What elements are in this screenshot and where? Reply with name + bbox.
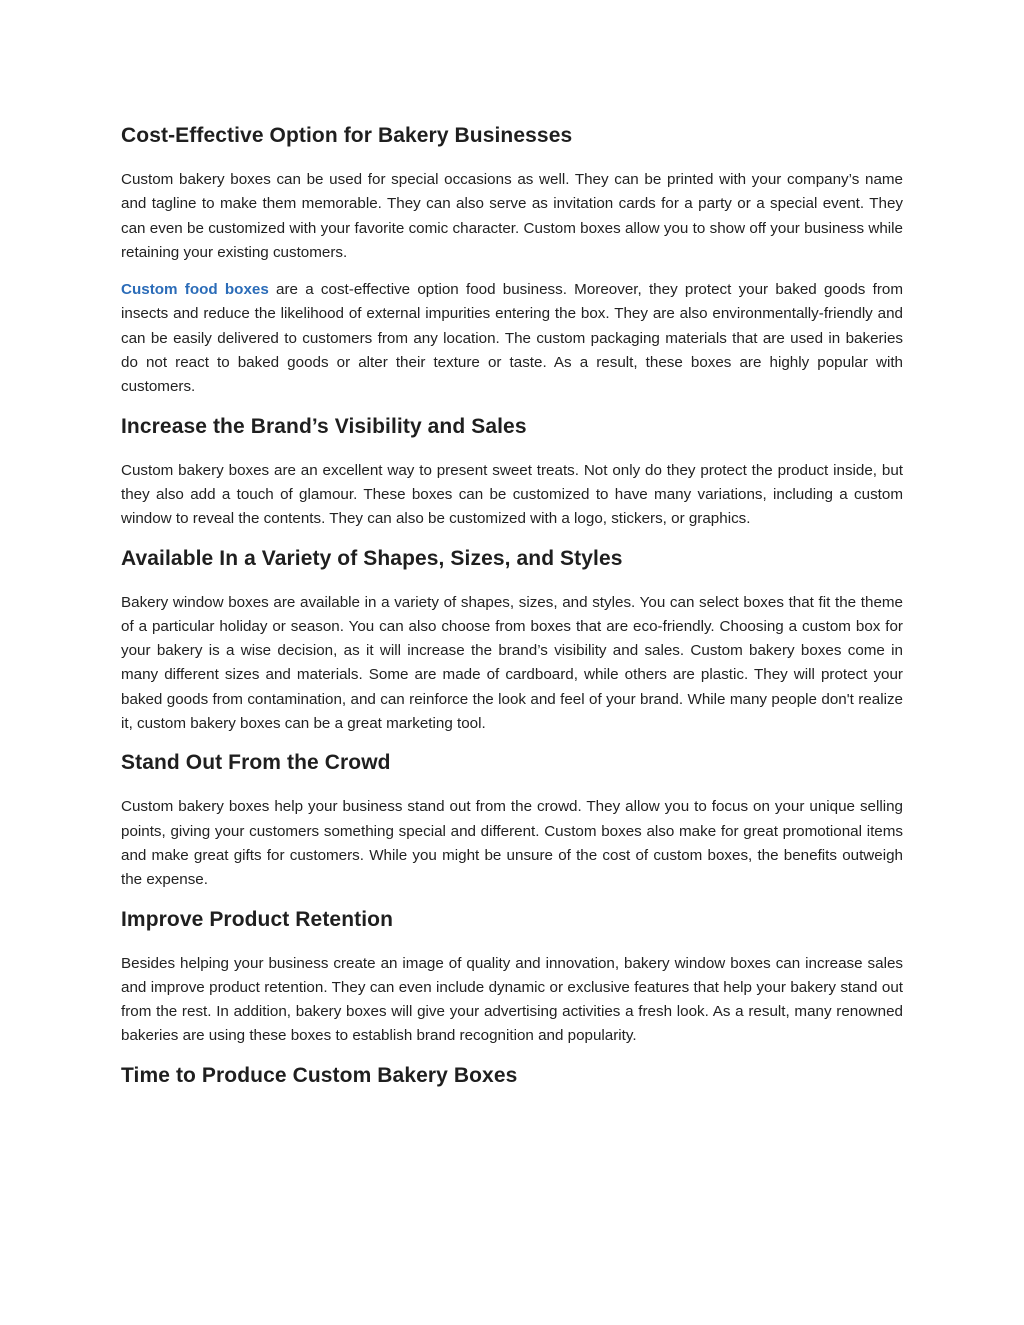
paragraph: Custom bakery boxes help your business stand out from the crowd. They allow you to focus on your unique selling points, giving your customers something special and different. Custom boxes also make for great promotional items and make great gifts for customers. While you might be unsure of the cost of custom boxes, the benefits outweigh the expense. — [121, 798, 903, 889]
paragraph-with-link — [121, 278, 903, 399]
section-shapes-sizes-styles — [121, 545, 903, 737]
section-heading: Available In a Variety of Shapes, Sizes, and Styles — [121, 546, 623, 570]
paragraph: Besides helping your business create an image of quality and innovation, bakery window boxes can increase sales and improve product retention. They can even include dynamic or exclusive features that help your bakery stand out from the rest. In addition, bakery boxes will give your advertising activities a fresh look. As a result, many renowned bakeries are using these boxes to establish brand recognition and popularity. — [121, 954, 903, 1045]
section-brand-visibility — [121, 413, 903, 532]
paragraph: Custom bakery boxes are an excellent way to present sweet treats. Not only do they protect the product inside, but they also add a touch of glamour. These boxes can be customized to have many variations, including a custom window to reveal the contents. They can also be customized with a logo, stickers, or graphics. — [121, 461, 903, 528]
paragraph: Custom bakery boxes can be used for special occasions as well. They can be printed with your company’s name and tagline to make them memorable. They can also serve as invitation cards for a party or a special event. They can even be customized with your favorite comic character. Custom boxes allow you to show off your business while retaining your existing customers. — [121, 171, 903, 261]
section-heading: Time to Produce Custom Bakery Boxes — [121, 1063, 518, 1087]
section-stand-out — [121, 749, 903, 892]
paragraph: Bakery window boxes are available in a variety of shapes, sizes, and styles. You can select boxes that fit the theme of a particular holiday or season. You can also choose from boxes that are eco-friendly. Choosing a custom box for your bakery is a wise decision, as it will increase the brand’s visibility and sales. Custom bakery boxes come in many different sizes and materials. Some are made of cardboard, while others are plastic. They will protect your baked goods from contamination, and can reinforce the look and feel of your brand. While many people don't realize it, custom bakery boxes can be a great marketing tool. — [121, 593, 903, 733]
custom-food-boxes-link[interactable]: Custom food boxes — [121, 281, 269, 299]
section-heading: Cost-Effective Option for Bakery Businesses — [121, 124, 573, 147]
section-cost-effective — [121, 122, 903, 400]
section-time-to-produce — [121, 1062, 903, 1090]
section-product-retention — [121, 906, 903, 1049]
paragraph-text: are a cost-effective option food business. Moreover, they protect your baked goods from insects and reduce the likelihood of external impurities entering the box. They are also environmentally-friendly and can be easily delivered to customers from any location. The custom packaging materials that are used in bakeries do not react to baked goods or alter their texture or taste. As a result, these boxes are highly popular with customers. — [121, 281, 903, 396]
section-heading: Improve Product Retention — [121, 907, 394, 931]
section-heading: Increase the Brand’s Visibility and Sales — [121, 414, 527, 438]
section-heading: Stand Out From the Crowd — [121, 751, 391, 775]
